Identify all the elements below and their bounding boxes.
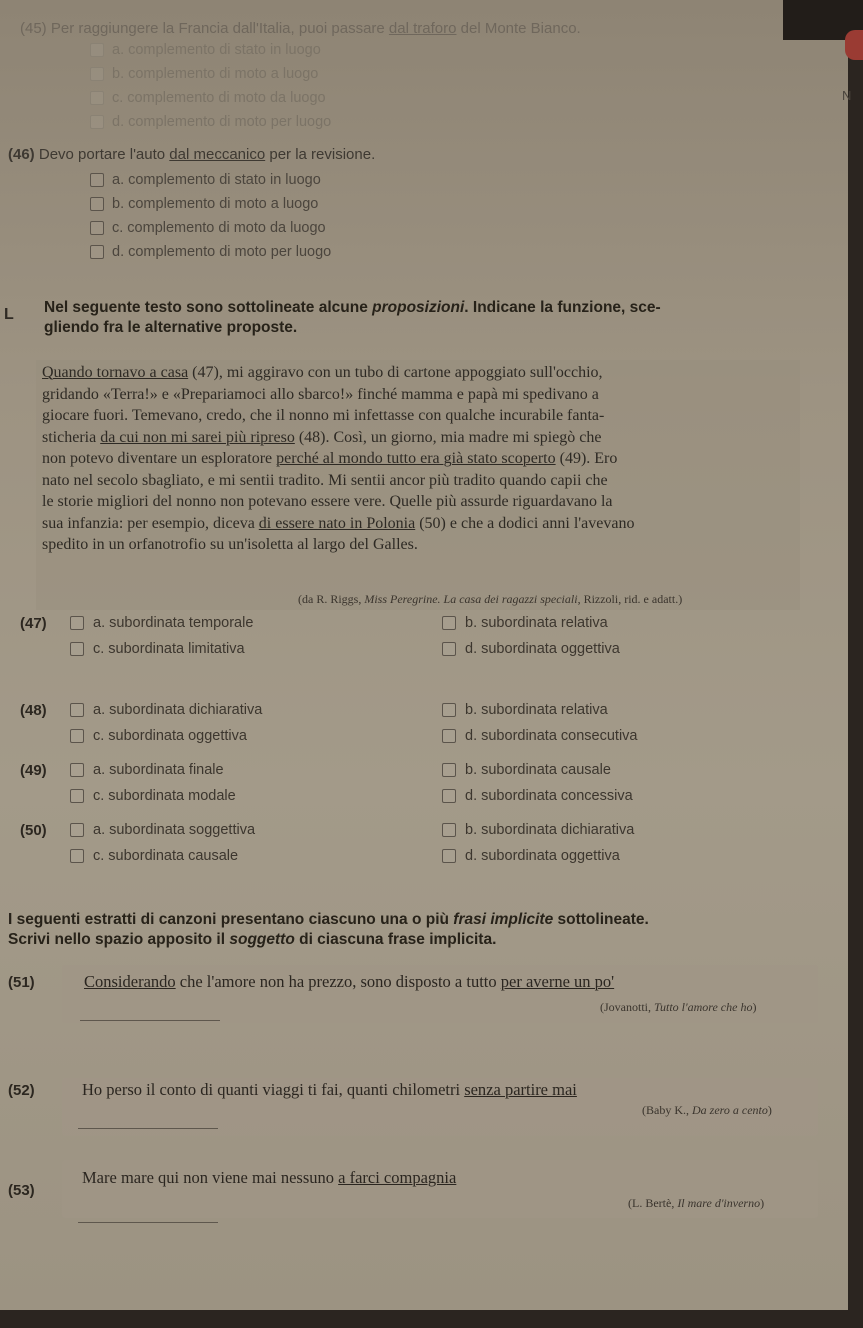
option-48d[interactable] bbox=[442, 728, 638, 744]
option-label: d. subordinata oggettiva bbox=[465, 641, 620, 657]
exercise-instruction-songs bbox=[8, 910, 848, 950]
option-50d[interactable] bbox=[442, 848, 620, 864]
passage-fragment: (50) e che a dodici anni l'avevano bbox=[415, 514, 635, 532]
answer-row bbox=[20, 783, 820, 809]
option-label: d. subordinata concessiva bbox=[465, 788, 633, 804]
passage-line: nato nel secolo sbagliato, e mi sentii tradito. Mi sentii ancor più tradito quando capii che bbox=[42, 471, 608, 489]
option-49a[interactable] bbox=[70, 762, 442, 778]
passage-fragment: (47), mi aggiravo con un tubo di cartone appoggiato sull'occhio, bbox=[188, 364, 603, 381]
option-label: b. subordinata causale bbox=[465, 762, 611, 778]
underlined-clause-49: perché al mondo tutto era già stato scoperto bbox=[276, 450, 556, 467]
song-source-52 bbox=[642, 1103, 772, 1118]
option-label: d. subordinata oggettiva bbox=[465, 848, 620, 864]
answer-row bbox=[20, 757, 820, 783]
checkbox[interactable] bbox=[442, 823, 456, 837]
option-45d[interactable] bbox=[90, 114, 331, 130]
underlined-implicit-clause: senza partire mai bbox=[464, 1080, 577, 1099]
passage-line bbox=[42, 513, 797, 535]
answer-block-50 bbox=[20, 817, 820, 869]
answer-row bbox=[20, 610, 820, 636]
source-text-end: , Rizzoli, rid. e adatt.) bbox=[577, 592, 683, 606]
exercise-instruction bbox=[44, 298, 834, 338]
source-text: (Jovanotti, bbox=[600, 1000, 654, 1014]
underlined-phrase: dal meccanico bbox=[169, 146, 266, 163]
instruction-text-end: sottolineate. bbox=[553, 911, 649, 928]
option-47b[interactable] bbox=[442, 615, 608, 631]
answer-row bbox=[20, 817, 820, 843]
option-50b[interactable] bbox=[442, 822, 634, 838]
answer-number: (50) bbox=[20, 821, 47, 839]
option-47a[interactable] bbox=[70, 615, 442, 631]
option-label: a. complemento di stato in luogo bbox=[112, 42, 321, 58]
answer-blank-52[interactable] bbox=[78, 1128, 218, 1129]
question-45 bbox=[20, 20, 581, 37]
question-number: (45) bbox=[20, 20, 47, 37]
passage-fragment: sticheria bbox=[42, 428, 101, 446]
passage-fragment: non potevo diventare un esploratore bbox=[42, 450, 277, 467]
passage-fragment: (48). Così, un giorno, mia madre mi spiegò che bbox=[294, 428, 602, 446]
option-label: b. complemento di moto a luogo bbox=[112, 66, 319, 82]
song-source-53 bbox=[628, 1196, 764, 1211]
answer-row bbox=[20, 636, 820, 662]
option-label: c. subordinata limitativa bbox=[93, 641, 245, 657]
option-47c[interactable] bbox=[70, 641, 442, 657]
option-46c[interactable] bbox=[90, 220, 326, 236]
option-label: b. subordinata relativa bbox=[465, 615, 608, 631]
question-text: Per raggiungere la Francia dall'Italia, puoi passare bbox=[50, 20, 389, 37]
option-label: c. subordinata causale bbox=[93, 848, 239, 864]
checkbox[interactable] bbox=[442, 849, 456, 863]
passage-line: le storie migliori del nonno non potevano essere vere. Quelle più assurde riguardavano la bbox=[42, 493, 613, 510]
option-label: c. complemento di moto da luogo bbox=[112, 90, 326, 106]
underlined-implicit-clause: per averne un po' bbox=[500, 972, 615, 991]
answer-number: (49) bbox=[20, 761, 47, 779]
option-label: a. complemento di stato in luogo bbox=[112, 172, 321, 188]
source-text-end: ) bbox=[760, 1196, 765, 1210]
lyric-fragment: che l'amore non ha prezzo, sono disposto a tutto bbox=[175, 972, 501, 991]
checkbox[interactable] bbox=[90, 221, 104, 235]
checkbox[interactable] bbox=[70, 729, 84, 743]
option-47d[interactable] bbox=[442, 641, 620, 657]
option-label: d. complemento di moto per luogo bbox=[112, 244, 332, 260]
option-label: b. subordinata relativa bbox=[465, 702, 608, 718]
underlined-phrase: dal traforo bbox=[388, 20, 457, 37]
checkbox[interactable] bbox=[90, 43, 104, 57]
checkbox[interactable] bbox=[90, 91, 104, 105]
option-46b[interactable] bbox=[90, 196, 318, 212]
option-label: a. subordinata dichiarativa bbox=[93, 702, 263, 718]
option-label: c. subordinata oggettiva bbox=[93, 728, 247, 744]
instruction-italic-2: soggetto bbox=[229, 931, 295, 948]
question-text: Devo portare l'auto bbox=[38, 146, 170, 163]
source-title: Tutto l'amore che ho bbox=[654, 1000, 753, 1014]
passage-fragment: sua infanzia: per esempio, diceva bbox=[42, 514, 259, 532]
source-text-end: ) bbox=[767, 1103, 772, 1117]
source-title: Da zero a cento bbox=[692, 1103, 768, 1117]
song-number: (52) bbox=[8, 1082, 35, 1099]
option-46a[interactable] bbox=[90, 172, 321, 188]
checkbox[interactable] bbox=[70, 789, 84, 803]
option-49d[interactable] bbox=[442, 788, 633, 804]
option-48a[interactable] bbox=[70, 702, 442, 718]
lyric-fragment: Mare mare qui non viene mai nessuno bbox=[82, 1168, 339, 1187]
lyric-fragment: Ho perso il conto di quanti viaggi ti fai, quanti chilometri bbox=[82, 1080, 465, 1099]
underlined-implicit-clause: Considerando bbox=[84, 972, 176, 991]
option-49c[interactable] bbox=[70, 788, 442, 804]
instruction-text: Nel seguente testo sono sottolineate alcune bbox=[44, 299, 373, 316]
instruction-text-2-end: di ciascuna frase implicita. bbox=[294, 931, 497, 948]
checkbox[interactable] bbox=[70, 616, 84, 630]
question-number: (46) bbox=[8, 146, 35, 163]
answer-row bbox=[20, 697, 820, 723]
answer-block-47 bbox=[20, 610, 820, 662]
option-50a[interactable] bbox=[70, 822, 442, 838]
checkbox[interactable] bbox=[442, 789, 456, 803]
source-text: (L. Bertè, bbox=[628, 1196, 678, 1210]
checkbox[interactable] bbox=[90, 197, 104, 211]
source-title: Il mare d'inverno bbox=[677, 1196, 761, 1210]
question-text-end: del Monte Bianco. bbox=[456, 20, 581, 37]
source-title: Miss Peregrine. La casa dei ragazzi speciali bbox=[364, 592, 578, 606]
checkbox[interactable] bbox=[442, 763, 456, 777]
checkbox[interactable] bbox=[70, 642, 84, 656]
exercise-marker: L bbox=[4, 306, 14, 323]
passage-source bbox=[298, 592, 682, 607]
checkbox[interactable] bbox=[70, 763, 84, 777]
source-text: (Baby K., bbox=[642, 1103, 692, 1117]
instruction-text-2: . Indicane la funzione, sce- bbox=[464, 299, 661, 316]
passage-line: spedito in un orfanotrofio su un'isoletta al largo del Galles. bbox=[42, 536, 418, 553]
option-50c[interactable] bbox=[70, 848, 442, 864]
option-label: c. subordinata modale bbox=[93, 788, 236, 804]
question-text-end: per la revisione. bbox=[265, 146, 376, 163]
song-source-51 bbox=[600, 1000, 756, 1015]
song-number: (51) bbox=[8, 974, 35, 991]
answer-row bbox=[20, 723, 820, 749]
song-lyric-51 bbox=[84, 972, 614, 992]
underlined-clause-47: Quando tornavo a casa bbox=[42, 364, 189, 381]
option-48c[interactable] bbox=[70, 728, 442, 744]
checkbox[interactable] bbox=[90, 173, 104, 187]
checkbox[interactable] bbox=[442, 642, 456, 656]
answer-blank-51[interactable] bbox=[80, 1020, 220, 1021]
margin-letter: N bbox=[842, 88, 852, 103]
checkbox[interactable] bbox=[90, 115, 104, 129]
passage-line: gridando «Terra!» e «Prepariamoci allo sbarco!» finché mamma e papà mi spedivano a bbox=[42, 385, 599, 403]
option-label: a. subordinata finale bbox=[93, 762, 224, 778]
answer-block-49 bbox=[20, 757, 820, 809]
passage-text bbox=[42, 362, 797, 556]
answer-number: (47) bbox=[20, 614, 47, 632]
passage-line: giocare fuori. Temevano, credo, che il nonno mi infettasse con qualche incurabile fanta- bbox=[42, 407, 605, 424]
instruction-text-2: Scrivi nello spazio apposito il bbox=[8, 931, 230, 948]
option-45b[interactable] bbox=[90, 66, 318, 82]
page-tab-marker bbox=[845, 30, 863, 60]
answer-number: (48) bbox=[20, 701, 47, 719]
option-label: a. subordinata temporale bbox=[93, 615, 254, 631]
option-48b[interactable] bbox=[442, 702, 608, 718]
option-label: c. complemento di moto da luogo bbox=[112, 220, 326, 236]
option-label: a. subordinata soggettiva bbox=[93, 822, 256, 838]
source-text: (da R. Riggs, bbox=[298, 592, 365, 606]
answer-row bbox=[20, 843, 820, 869]
checkbox[interactable] bbox=[70, 823, 84, 837]
option-label: b. complemento di moto a luogo bbox=[112, 196, 319, 212]
option-label: d. subordinata consecutiva bbox=[465, 728, 638, 744]
instruction-text: I seguenti estratti di canzoni presentano ciascuno una o più bbox=[8, 911, 454, 928]
option-49b[interactable] bbox=[442, 762, 611, 778]
checkbox[interactable] bbox=[442, 729, 456, 743]
instruction-italic: frasi implicite bbox=[453, 911, 554, 928]
passage-line bbox=[42, 427, 797, 449]
underlined-implicit-clause: a farci compagnia bbox=[338, 1168, 457, 1187]
option-label: d. complemento di moto per luogo bbox=[112, 114, 332, 130]
instruction-italic: proposizioni bbox=[372, 299, 465, 316]
song-number: (53) bbox=[8, 1182, 35, 1199]
answer-block-48 bbox=[20, 697, 820, 749]
option-45c[interactable] bbox=[90, 90, 326, 106]
checkbox[interactable] bbox=[70, 703, 84, 717]
passage-line bbox=[42, 362, 797, 384]
option-label: b. subordinata dichiarativa bbox=[465, 822, 635, 838]
source-text-end: ) bbox=[752, 1000, 757, 1014]
instruction-text-3: gliendo fra le alternative proposte. bbox=[44, 319, 298, 336]
passage-line bbox=[42, 448, 797, 470]
question-46 bbox=[8, 146, 375, 163]
checkbox[interactable] bbox=[442, 616, 456, 630]
option-45a[interactable] bbox=[90, 42, 321, 58]
answer-blank-53[interactable] bbox=[78, 1222, 218, 1223]
underlined-clause-50: di essere nato in Polonia bbox=[258, 514, 416, 532]
song-lyric-52 bbox=[82, 1080, 577, 1100]
option-46d[interactable] bbox=[90, 244, 331, 260]
checkbox[interactable] bbox=[90, 67, 104, 81]
checkbox[interactable] bbox=[70, 849, 84, 863]
checkbox[interactable] bbox=[442, 703, 456, 717]
passage-fragment: (49). Ero bbox=[555, 450, 618, 467]
song-lyric-53 bbox=[82, 1168, 456, 1188]
underlined-clause-48: da cui non mi sarei più ripreso bbox=[100, 428, 295, 446]
checkbox[interactable] bbox=[90, 245, 104, 259]
